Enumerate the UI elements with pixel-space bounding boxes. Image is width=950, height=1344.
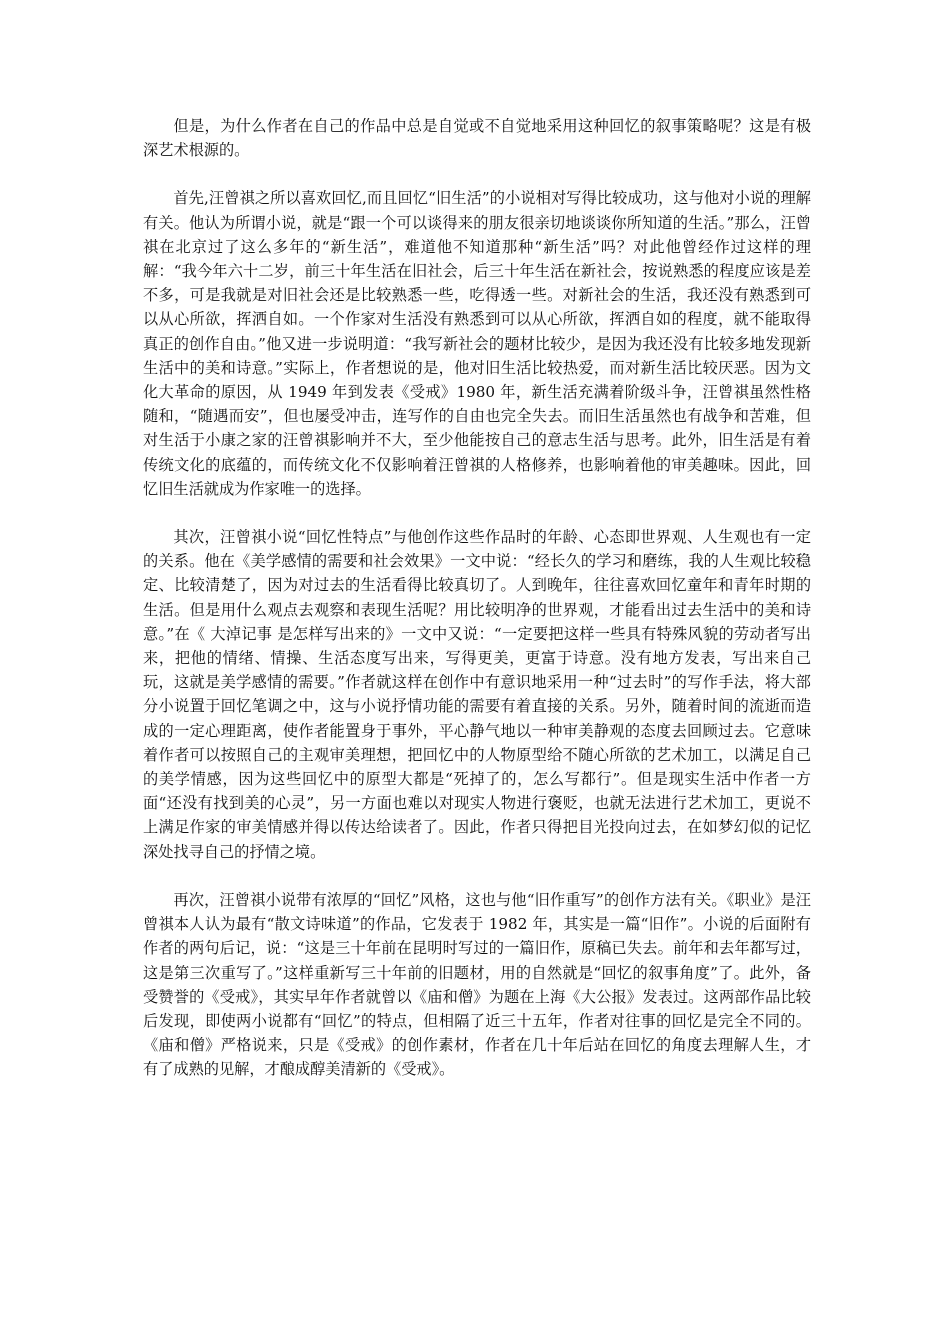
paragraph-third-reason: 再次，汪曾祺小说带有浓厚的“回忆”风格，这也与他“旧作重写”的创作方法有关。《职业》是汪曾祺本人认为最有“散文诗味道”的作品，它发表于 1982 年，其实是一篇“旧作”。小说的后面附有作者的两句后记，说：“这是三十年前在昆明时写过的一篇旧作，原稿已失去。前年和去年都写过，这是第三次重写了。”这样重新写三十年前的旧题材，用的自然就是“回忆的叙事角度”了。此外，备受赞誉的《受戒》，其实早年作者就曾以《庙和僧》为题在上海《大公报》发表过。这两部作品比较后发现，即使两小说都有“回忆”的特点，但相隔了近三十五年，作者对往事的回忆是完全不同的。《庙和僧》严格说来，只是《受戒》的创作素材，作者在几十年后站在回忆的角度去理解人生，才有了成熟的见解，才酿成醇美清新的《受戒》。 [143,890,811,1079]
paragraph-intro: 但是，为什么作者在自己的作品中总是自觉或不自觉地采用这种回忆的叙事策略呢？这是有极深艺术根源的。 [143,117,811,160]
paragraph-second-reason: 其次，汪曾祺小说“回忆性特点”与他创作这些作品时的年龄、心态即世界观、人生观也有一定的关系。他在《美学感情的需要和社会效果》一文中说：“经长久的学习和磨练，我的人生观比较稳定、比较清楚了，因为对过去的生活看得比较真切了。人到晚年，往往喜欢回忆童年和青年时期的生活。但是用什么观点去观察和表现生活呢？用比较明净的世界观，才能看出过去生活中的美和诗意。”在《 大淖记事 是怎样写出来的》一文中又说：“一定要把这样一些具有特殊风貌的劳动者写出来，把他的情绪、情操、生活态度写出来，写得更美，更富于诗意。没有地方发表，写出来自己玩，这就是美学感情的需要。”作者就这样在创作中有意识地采用一种“过去时”的写作手法，将大部分小说置于回忆笔调之中，这与小说抒情功能的需要有着直接的关系。另外，随着时间的流逝而造成的一定心理距离，使作者能置身于事外，平心静气地以一种审美静观的态度去回顾过去。它意味着作者可以按照自己的主观审美理想，把回忆中的人物原型给不随心所欲的艺术加工，以满足自己的美学情感，因为这些回忆中的原型大都是“死掉了的，怎么写都行”。但是现实生活中作者一方面“还没有找到美的心灵”，另一方面也难以对现实人物进行褒贬，也就无法进行艺术加工，更说不上满足作家的审美情感并得以传达给读者了。因此，作者只得把目光投向过去，在如梦幻似的记忆深处找寻自己的抒情之境。 [143,528,811,861]
paragraph-first-reason: 首先,汪曾祺之所以喜欢回忆,而且回忆“旧生活”的小说相对写得比较成功，这与他对小说的理解有关。他认为所谓小说，就是“跟一个可以谈得来的朋友很亲切地谈谈你所知道的生活。”那么，汪曾祺在北京过了这么多年的“新生活”，难道他不知道那种“新生活”吗？对此他曾经作过这样的理解：“我今年六十二岁，前三十年生活在旧社会，后三十年生活在新社会，按说熟悉的程度应该是差不多，可是我就是对旧社会还是比较熟悉一些，吃得透一些。对新社会的生活，我还没有熟悉到可以从心所欲，挥洒自如。一个作家对生活没有熟悉到可以从心所欲，挥洒自如的程度，就不能取得真正的创作自由。”他又进一步说明道：“我写新社会的题材比较少，是因为我还没有比较多地发现新生活中的美和诗意。”实际上，作者想说的是，他对旧生活比较热爱，而对新生活比较厌恶。因为文化大革命的原因，从 1949 年到发表《受戒》1980 年，新生活充满着阶级斗争，汪曾祺虽然性格随和，“随遇而安”，但也屡受冲击，连写作的自由也完全失去。而旧生活虽然也有战争和苦难，但对生活于小康之家的汪曾祺影响并不大，至少他能按自己的意志生活与思考。此外，旧生活是有着传统文化的底蕴的，而传统文化不仅影响着汪曾祺的人格修养，也影响着他的审美趣味。因此，回忆旧生活就成为作家唯一的选择。 [143,189,811,498]
document-page [143,114,811,1082]
